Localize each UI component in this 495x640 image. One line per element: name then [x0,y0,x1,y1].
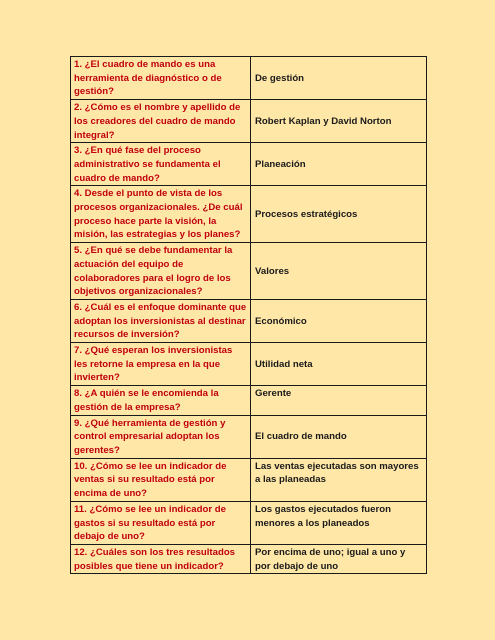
answer-cell: Utilidad neta [251,343,427,386]
table-row [71,299,427,342]
table-row [71,458,427,501]
table-row [71,243,427,300]
question-cell: 6. ¿Cuál es el enfoque dominante que adoptan los inversionistas al destinar recursos de inversión? [71,299,251,342]
question-cell: 11. ¿Cómo se lee un indicador de gastos si su resultado está por debajo de uno? [71,501,251,544]
table-row [71,386,427,415]
table-row [71,186,427,243]
answer-cell: Valores [251,243,427,300]
answer-cell: Planeación [251,143,427,186]
question-cell: 8. ¿A quién se le encomienda la gestión de la empresa? [71,386,251,415]
answer-cell: De gestión [251,57,427,100]
question-cell: 7. ¿Qué esperan los inversionistas les retorne la empresa en la que invierten? [71,343,251,386]
answer-cell: Económico [251,299,427,342]
question-cell: 2. ¿Cómo es el nombre y apellido de los creadores del cuadro de mando integral? [71,100,251,143]
question-cell: 10. ¿Cómo se lee un indicador de ventas si su resultado está por encima de uno? [71,458,251,501]
question-cell: 3. ¿En qué fase del proceso administrativo se fundamenta el cuadro de mando? [71,143,251,186]
table-row [71,143,427,186]
table-row [71,415,427,458]
answer-cell: Por encima de uno; igual a uno y por debajo de uno [251,544,427,573]
table-row [71,343,427,386]
question-cell: 4. Desde el punto de vista de los procesos organizacionales. ¿De cuál proceso hace parte la visión, la misión, las estrategias y los planes? [71,186,251,243]
table-row [71,100,427,143]
table-row [71,544,427,573]
question-cell: 5. ¿En qué se debe fundamentar la actuación del equipo de colaboradores para el logro de los objetivos organizacionales? [71,243,251,300]
qa-table [70,56,427,574]
answer-cell: Los gastos ejecutados fueron menores a los planeados [251,501,427,544]
answer-cell: Robert Kaplan y David Norton [251,100,427,143]
answer-cell: El cuadro de mando [251,415,427,458]
table-row [71,57,427,100]
answer-cell: Gerente [251,386,427,415]
answer-cell: Las ventas ejecutadas son mayores a las planeadas [251,458,427,501]
question-cell: 1. ¿El cuadro de mando es una herramienta de diagnóstico o de gestión? [71,57,251,100]
question-cell: 9. ¿Qué herramienta de gestión y control empresarial adoptan los gerentes? [71,415,251,458]
question-cell: 12. ¿Cuáles son los tres resultados posibles que tiene un indicador? [71,544,251,573]
table-row [71,501,427,544]
answer-cell: Procesos estratégicos [251,186,427,243]
